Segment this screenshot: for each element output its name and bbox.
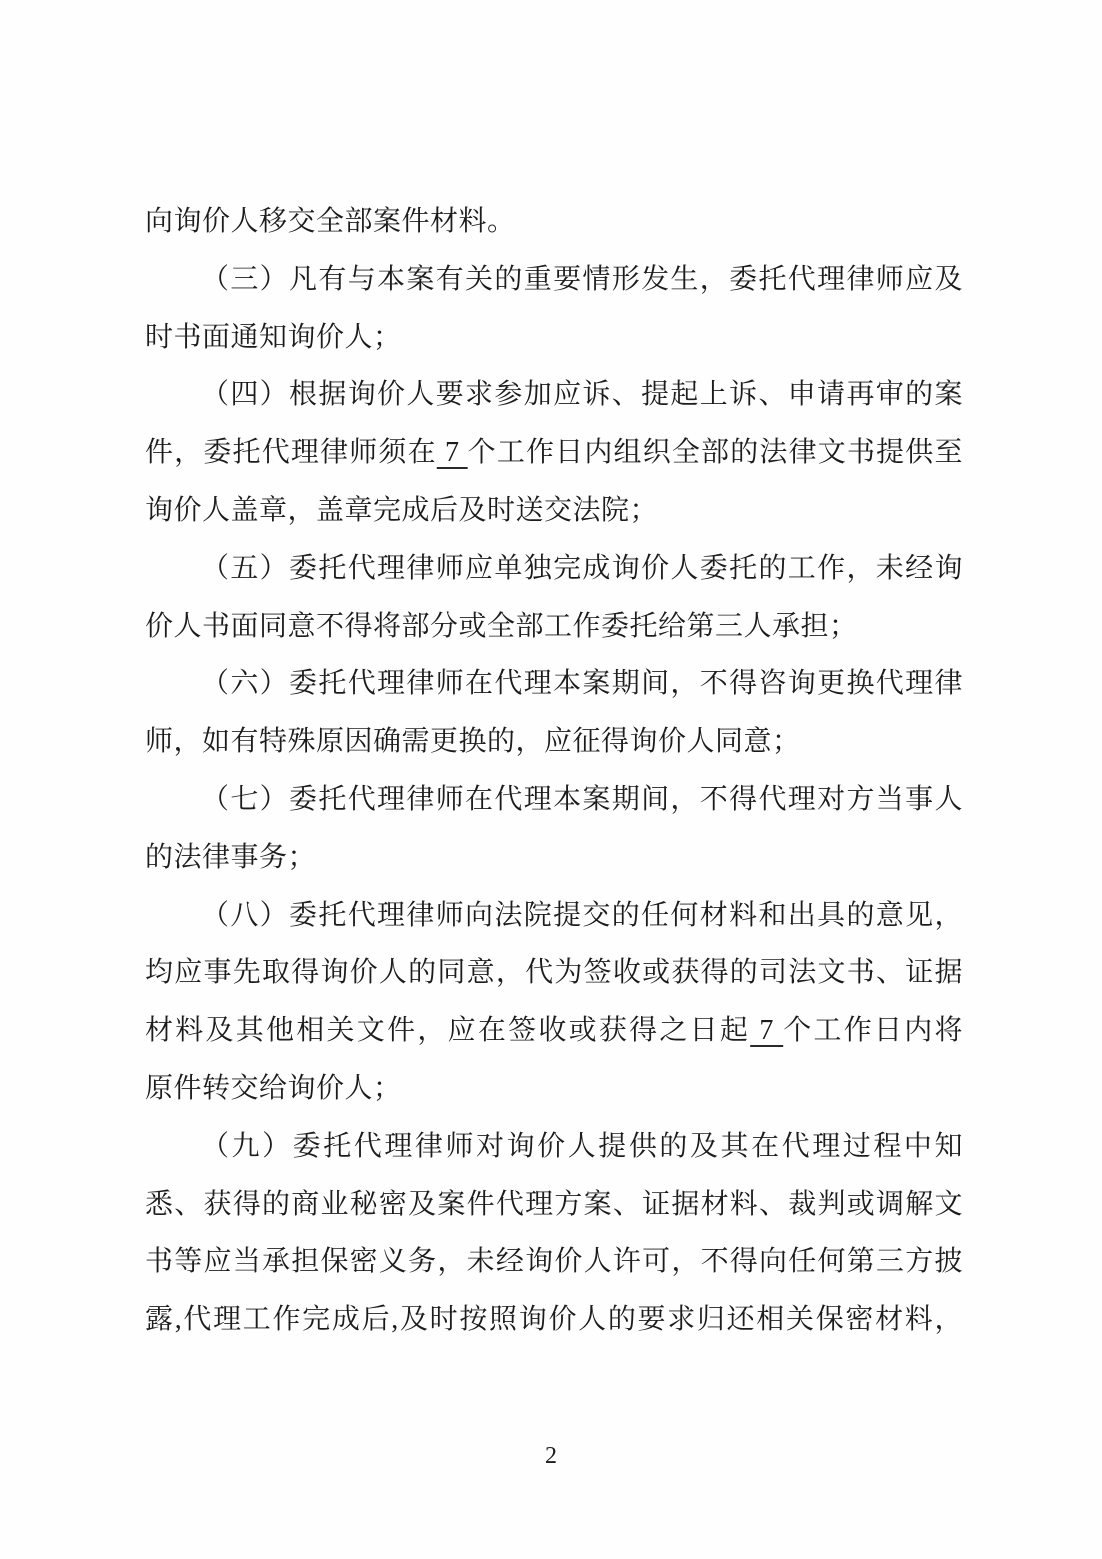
text-run: （六）委托代理律师在代理本案期间，不得咨询更换代理律 — [201, 668, 963, 700]
text-line — [145, 1291, 963, 1349]
text-line — [145, 1118, 963, 1176]
filled-blank-value: 7 — [750, 1015, 784, 1047]
text-line — [145, 251, 963, 309]
text-line — [145, 193, 963, 251]
text-line — [145, 944, 963, 1002]
text-line — [145, 598, 963, 656]
text-run: （九）委托代理律师对询价人提供的及其在代理过程中知 — [201, 1130, 963, 1162]
text-run: （八）委托代理律师向法院提交的任何材料和出具的意见， — [201, 899, 963, 931]
text-run: 原件转交给询价人； — [145, 1072, 402, 1104]
text-line — [145, 771, 963, 829]
text-run: 的法律事务； — [145, 841, 317, 873]
text-run: 书等应当承担保密义务，未经询价人许可，不得向任何第三方披 — [145, 1246, 963, 1278]
filled-blank-value: 7 — [436, 437, 468, 469]
text-run: 露,代理工作完成后,及时按照询价人的要求归还相关保密材料， — [145, 1304, 963, 1336]
text-run: 询价人盖章，盖章完成后及时送交法院； — [145, 494, 659, 526]
text-run: （四）根据询价人要求参加应诉、提起上诉、申请再审的案 — [201, 379, 963, 411]
text-run: 师，如有特殊原因确需更换的，应征得询价人同意； — [145, 726, 801, 758]
text-line — [145, 424, 963, 482]
text-run: 材料及其他相关文件，应在签收或获得之日起 — [145, 1015, 751, 1047]
text-line — [145, 366, 963, 424]
text-line — [145, 1002, 963, 1060]
text-run: 悉、获得的商业秘密及案件代理方案、证据材料、裁判或调解文 — [145, 1188, 963, 1220]
text-run: 均应事先取得询价人的同意，代为签收或获得的司法文书、证据 — [145, 957, 963, 989]
text-run: 价人书面同意不得将部分或全部工作委托给第三人承担； — [145, 610, 858, 642]
text-line — [145, 713, 963, 771]
text-line — [145, 1233, 963, 1291]
text-line — [145, 309, 963, 367]
text-run: （三）凡有与本案有关的重要情形发生，委托代理律师应及 — [201, 263, 963, 295]
document-body — [145, 193, 963, 1349]
text-line — [145, 887, 963, 945]
text-run: 个工作日内组织全部的法律文书提供至 — [467, 437, 963, 469]
text-run: 时书面通知询价人； — [145, 321, 402, 353]
text-run: 向询价人移交全部案件材料。 — [145, 206, 516, 237]
page-footer — [0, 1441, 1102, 1471]
text-line — [145, 482, 963, 540]
text-run: （七）委托代理律师在代理本案期间，不得代理对方当事人 — [201, 783, 963, 815]
text-run: （五）委托代理律师应单独完成询价人委托的工作，未经询 — [201, 552, 963, 584]
text-line — [145, 655, 963, 713]
text-run: 个工作日内将 — [783, 1015, 963, 1047]
text-line — [145, 1060, 963, 1118]
text-line — [145, 1176, 963, 1234]
text-run: 件，委托代理律师须在 — [145, 437, 437, 469]
text-line — [145, 540, 963, 598]
text-line — [145, 829, 963, 887]
page-number: 2 — [545, 1443, 557, 1469]
